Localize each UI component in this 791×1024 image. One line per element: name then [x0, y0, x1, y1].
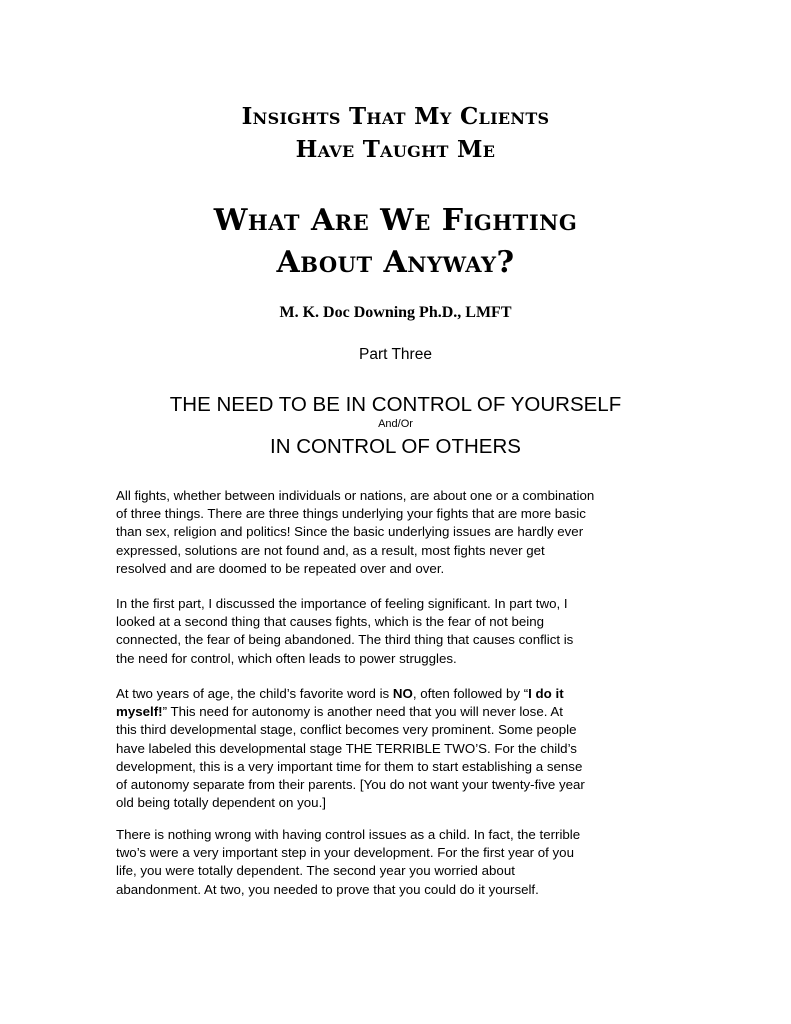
- text-line: There is nothing wrong with having control issues as a child. In fact, the terrible: [116, 827, 581, 842]
- section-heading-connector: And/Or: [378, 418, 413, 430]
- page-title: [0, 200, 791, 284]
- emphasis-myself: myself!: [116, 704, 163, 720]
- text-line: two’s were a very important step in your development. For the first year of you: [116, 845, 574, 861]
- text-line: of three things. There are three things underlying your fights that are more basic: [116, 506, 586, 522]
- text-line: have labeled this developmental stage THE TERRIBLE TWO’S. For the child’s: [116, 740, 577, 756]
- text-line: resolved and are doomed to be repeated over and over.: [116, 560, 445, 576]
- text-line: this third developmental stage, conflict becomes very prominent. Some people: [116, 722, 577, 738]
- text-line: [116, 685, 686, 703]
- emphasis-no: NO: [392, 686, 413, 701]
- paragraph-2: [116, 595, 686, 668]
- section-heading-line-2: IN CONTROL OF OTHERS: [270, 435, 521, 458]
- page-title-line-2: About Anyway?: [276, 245, 515, 280]
- section-heading-line-1: THE NEED TO BE IN CONTROL OF YOURSELF: [169, 393, 622, 416]
- text-line: life, you were totally dependent. The second year you worried about: [116, 863, 515, 879]
- paragraph-3: [116, 685, 686, 812]
- text-line: the need for control, which often leads to power struggles.: [116, 650, 457, 666]
- text-line: expressed, solutions are not found and, as a result, most fights never get: [116, 542, 545, 558]
- text-line: of autonomy separate from their parents. [You do not want your twenty-five year: [116, 777, 585, 793]
- author-byline: M. K. Doc Downing Ph.D., LMFT: [279, 304, 512, 321]
- text-line: connected, the fear of being abandoned. The third thing that causes conflict is: [116, 632, 574, 648]
- text-line: old being totally dependent on you.]: [116, 795, 326, 811]
- paragraph-1: [116, 487, 686, 578]
- part-label: Part Three: [359, 346, 432, 363]
- page-title-line-1: What Are We Fighting: [213, 203, 578, 238]
- series-title-line-2: Have Taught Me: [295, 136, 496, 163]
- text-line: than sex, religion and politics! Since the basic underlying issues are hardly ever: [116, 524, 584, 540]
- text-run: At two years of age, the child’s favorite word is: [116, 686, 393, 701]
- text-line: In the first part, I discussed the importance of feeling significant. In part two, I: [116, 596, 568, 611]
- paragraph-4: [116, 826, 686, 899]
- emphasis-i-do-it: I do it: [528, 686, 564, 701]
- text-line: [116, 703, 686, 721]
- series-title: [0, 100, 791, 166]
- text-run: ” This need for autonomy is another need that you will never lose. At: [162, 704, 563, 720]
- text-run: , often followed by “: [412, 686, 529, 701]
- text-line: All fights, whether between individuals or nations, are about one or a combination: [116, 488, 595, 503]
- text-line: looked at a second thing that causes fights, which is the fear of not being: [116, 614, 544, 630]
- text-line: abandonment. At two, you needed to prove that you could do it yourself.: [116, 881, 539, 897]
- series-title-line-1: Insights That My Clients: [241, 103, 550, 130]
- text-line: development, this is a very important time for them to start establishing a sense: [116, 758, 583, 774]
